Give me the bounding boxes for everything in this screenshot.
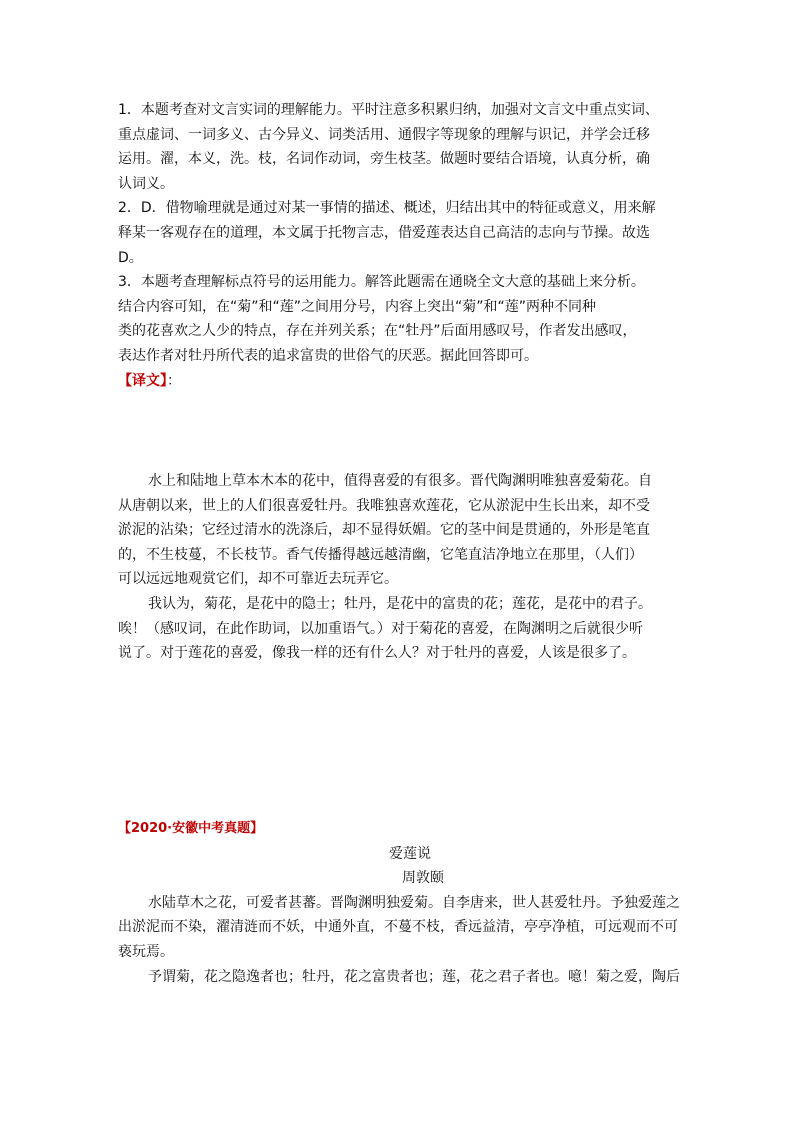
translation-line: 唉！（感叹词，在此作助词，以加重语气。）对于菊花的喜爱，在陶渊明之后就很少听 (118, 620, 643, 637)
essay-line: 亵玩焉。 (118, 943, 174, 960)
translation-label-suffix: ： (167, 372, 181, 389)
essay-line: 出淤泥而不染，濯清涟而不妖，中通外直，不蔓不枝，香远益清，亭亭净植，可远观而不可 (118, 919, 678, 936)
answer-1-line: 认词义。 (118, 175, 174, 192)
translation-line: 水上和陆地上草本木本的花中，值得喜爱的有很多。晋代陶渊明唯独喜爱菊花。自 (148, 473, 652, 489)
answer-3-line: 3．本题考查理解标点符号的运用能力。解答此题需在通晓全文大意的基础上来分析。 (118, 274, 645, 291)
translation-line: 从唐朝以来，世上的人们很喜爱牡丹。我唯独喜欢莲花，它从淤泥中生长出来，却不受 (118, 497, 650, 514)
essay-title: 爱莲说 (389, 845, 431, 862)
translation-line: 可以远远地观赏它们，却不可靠近去玩弄它。 (118, 571, 398, 588)
translation-line: 的，不生枝蔓，不长枝节。香气传播得越远越清幽，它笔直洁净地立在那里，（人们） (118, 546, 643, 563)
translation-line: 淤泥的沾染；它经过清水的洗涤后，却不显得妖媚。它的茎中间是贯通的，外形是笔直 (118, 522, 650, 539)
answer-2-line: 释某一客观存在的道理，本文属于托物言志，借爱莲表达自己高洁的志向与节操。故选 (118, 224, 650, 241)
answer-3-line: 类的花喜欢之人少的特点，存在并列关系；在“牡丹”后面用感叹号，作者发出感叹， (118, 323, 637, 340)
answer-1-line: 1．本题考查对文言实词的理解能力。平时注意多积累归纳，加强对文言文中重点实词、 (118, 102, 659, 118)
translation-line: 说了。对于莲花的喜爱，像我一样的还有什么人？对于牡丹的喜爱，人该是很多了。 (118, 645, 636, 662)
exam-section (118, 817, 688, 989)
answer-2-line: 2．D．借物喻理就是通过对某一事情的描述、概述，归结出其中的特征或意义，用来解 (118, 200, 656, 217)
translation-line: 我认为，菊花，是花中的隐士；牡丹，是花中的富贵的花；莲花，是花中的君子。 (148, 595, 652, 612)
essay-line: 水陆草木之花，可爱者甚蕃。晋陶渊明独爱菊。自李唐来，世人甚爱牡丹。予独爱莲之 (148, 894, 680, 911)
translation-label: 【译文】 (118, 372, 167, 389)
answer-explanations (118, 98, 688, 393)
essay-author: 周敦颐 (402, 870, 444, 887)
translation-heading (118, 369, 688, 394)
answer-3-line: 表达作者对牡丹所代表的追求富贵的世俗气的厌恶。据此回答即可。 (118, 347, 538, 364)
answer-1-line: 运用。濯，本义，洗。枝，名词作动词，旁生枝茎。做题时要结合语境，认真分析，确 (118, 151, 650, 168)
essay-line: 予谓菊，花之隐逸者也；牡丹，花之富贵者也；莲，花之君子者也。噫！菊之爱，陶后 (148, 968, 680, 985)
translation-body (118, 469, 688, 666)
answer-3-line: 结合内容可知，在“菊”和“莲”之间用分号，内容上突出“菊”和“莲”两种不同种 (118, 298, 597, 315)
exam-source-label: 【2020·安徽中考真题】 (118, 821, 264, 836)
answer-2-line: D。 (118, 249, 143, 266)
answer-1-line: 重点虚词、一词多义、古今异义、词类活用、通假字等现象的理解与识记，并学会迁移 (118, 126, 650, 143)
